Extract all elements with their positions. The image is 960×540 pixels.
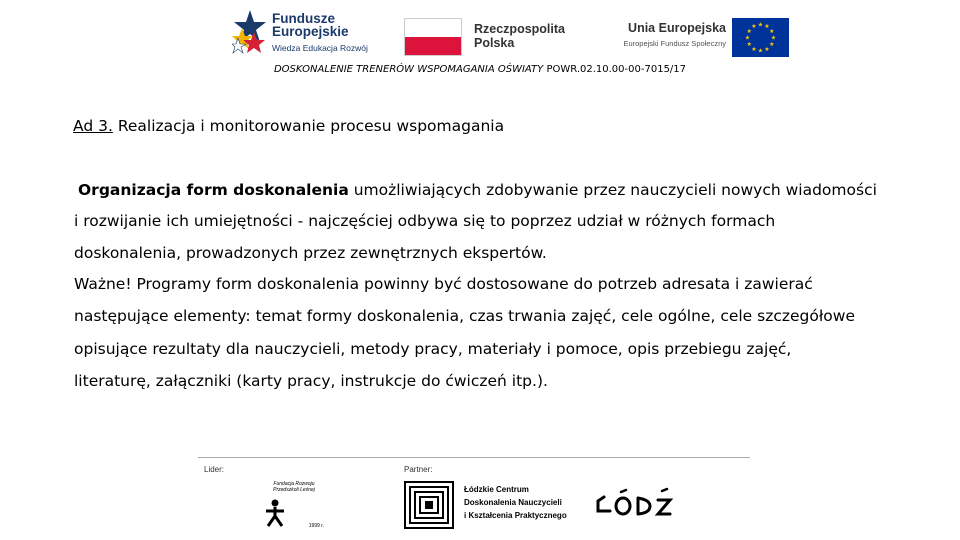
heading-prefix: Ad 3. — [73, 117, 113, 135]
eu-star: ★ — [746, 42, 752, 48]
eu-star: ★ — [751, 24, 757, 31]
fe-logo-line2: Europejskie — [272, 24, 349, 39]
fe-logo-line1: Fundusze — [272, 11, 335, 26]
paragraph-line-1-bold: Organizacja form doskonalenia — [78, 181, 349, 199]
lider-logo-text: Fundacja Rozwoju Przedszkoli Leśnej — [273, 481, 315, 493]
fe-stars-icon — [232, 10, 268, 56]
paragraph-line-6: opisujące rezultaty dla nauczycieli, metody pracy, materiały i pomoce, opis przebiegu zajęć, — [74, 340, 792, 358]
eu-star: ★ — [769, 42, 775, 48]
section-heading — [73, 117, 504, 135]
walking-figure-icon — [260, 499, 290, 527]
eu-star: ★ — [770, 35, 777, 42]
partner-label: Partner: — [404, 465, 433, 474]
fe-logo-line3: Wiedza Edukacja Rozwój — [272, 43, 368, 53]
footer-divider — [198, 457, 750, 458]
ue-logo-line1: Unia Europejska — [628, 21, 726, 35]
polish-flag-icon — [404, 18, 462, 56]
ldc-logo — [404, 481, 567, 533]
eu-star: ★ — [764, 46, 770, 53]
unia-europejska-logo — [600, 18, 790, 58]
project-title-italic: DOSKONALENIE TRENERÓW WSPOMAGANIA OŚWIATY — [273, 64, 544, 75]
paragraph-line-4: Ważne! Programy form doskonalenia powinny być dostosowane do potrzeb adresata i zawierać — [74, 275, 813, 293]
rp-logo-line1: Rzeczpospolita — [474, 22, 565, 36]
logo-bar — [0, 0, 960, 62]
paragraph-line-1 — [78, 181, 877, 199]
project-title — [0, 64, 960, 75]
lider-year: 1999 r. — [308, 523, 324, 529]
paragraph-line-5: następujące elementy: temat formy doskonalenia, czas trwania zajęć, cele ogólne, cele szczegółowe — [74, 307, 855, 325]
paragraph-line-3: doskonalenia, prowadzonych przez zewnętrznych ekspertów. — [74, 244, 547, 262]
ue-logo-line2: Europejski Fundusz Społeczny — [623, 39, 726, 48]
eu-star: ★ — [744, 35, 751, 42]
eu-star: ★ — [757, 22, 764, 29]
ldc-line-3: i Kształcenia Praktycznego — [464, 511, 567, 520]
eu-flag-icon — [732, 18, 789, 57]
eu-star: ★ — [769, 29, 775, 35]
fundusze-europejskie-logo — [232, 10, 374, 60]
lider-label: Lider: — [204, 465, 225, 474]
paragraph-line-1-rest: umożliwiających zdobywanie przez nauczycieli nowych wiadomości — [348, 181, 877, 199]
eu-star: ★ — [746, 29, 752, 35]
ldc-square-icon — [404, 481, 454, 529]
paragraph-line-7: literaturę, załączniki (karty pracy, instrukcje do ćwiczeń itp.). — [74, 372, 548, 390]
ldc-line-2: Doskonalenia Nauczycieli — [464, 498, 562, 507]
eu-star: ★ — [757, 48, 764, 55]
eu-star: ★ — [764, 24, 770, 31]
project-code: POWR.02.10.00-00-7015/17 — [543, 64, 687, 75]
lodz-city-logo — [594, 487, 676, 521]
paragraph-line-2: i rozwijanie ich umiejętności - najczęściej odbywa się to poprzez udział w różnych formach — [74, 212, 776, 230]
lider-logo — [256, 479, 326, 529]
eu-star: ★ — [751, 46, 757, 53]
rzeczpospolita-polska-logo — [404, 18, 574, 58]
heading-text: Realizacja i monitorowanie procesu wspomagania — [112, 117, 505, 135]
rp-logo-line2: Polska — [474, 36, 515, 50]
footer — [198, 457, 750, 537]
ldc-line-1: Łódzkie Centrum — [464, 485, 529, 494]
